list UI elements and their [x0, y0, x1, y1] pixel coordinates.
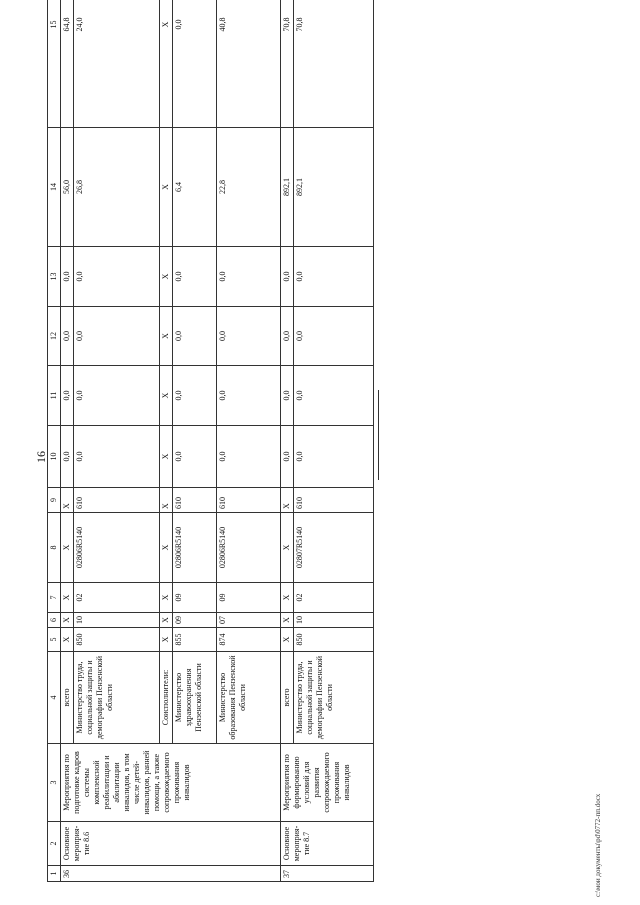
cell-value: 0,0: [217, 307, 281, 366]
header-cell: 2: [48, 822, 61, 866]
executor: Соисполнители:: [160, 652, 173, 744]
cell-value: 0,0: [61, 307, 74, 366]
cell-value: 0,0: [61, 366, 74, 426]
cell-pr: 09: [173, 583, 217, 613]
cell-vr: X: [160, 488, 173, 513]
cell-vr: 610: [173, 488, 217, 513]
header-cell: 7: [48, 583, 61, 613]
cell-value: 0,0: [74, 426, 160, 488]
table-row: [61, 0, 74, 882]
separator-line: [378, 390, 379, 480]
executor: Министерство труда, социальной защиты и демографии Пензенской области: [294, 652, 374, 744]
cell-pr: X: [160, 583, 173, 613]
cell-value: 0,0: [61, 247, 74, 307]
header-cell: 9: [48, 488, 61, 513]
header-cell: 1: [48, 866, 61, 882]
cell-value: 892,1: [281, 128, 294, 247]
cell-value: X: [160, 366, 173, 426]
executor: всего: [61, 652, 74, 744]
cell-value: 0,0: [281, 426, 294, 488]
activity-type: Основное мероприя-тие 8.7: [281, 822, 374, 866]
cell-value: 0,0: [294, 247, 374, 307]
cell-rz: 10: [74, 613, 160, 628]
cell-rz: X: [281, 613, 294, 628]
cell-value: X: [160, 128, 173, 247]
executor: Министерство здравоохранения Пензенской области: [173, 652, 217, 744]
cell-value: 0,0: [294, 366, 374, 426]
cell-rz: X: [160, 613, 173, 628]
page-number: 16: [34, 451, 48, 463]
cell-value: 40,8: [217, 0, 281, 128]
cell-csr: 02807R5140: [294, 513, 374, 583]
cell-value: 0,0: [173, 307, 217, 366]
cell-value: 0,0: [217, 366, 281, 426]
cell-csr: 02806R5140: [74, 513, 160, 583]
cell-vr: 610: [294, 488, 374, 513]
cell-grbs: 855: [173, 628, 217, 652]
cell-value: 0,0: [74, 366, 160, 426]
cell-pr: 09: [217, 583, 281, 613]
cell-value: 0,0: [281, 307, 294, 366]
cell-value: 6,4: [173, 128, 217, 247]
executor: Министерство образования Пензенской области: [217, 652, 281, 744]
header-cell: 6: [48, 613, 61, 628]
activity-name: Мероприятия по подготовке кадров системы комплексной реабилитации и абилитации инвалидов, в том числе детей-инвалидов, ранней помощи, а также сопровождаемого проживания инвалидов: [61, 744, 281, 822]
cell-pr: X: [281, 583, 294, 613]
cell-value: 0,0: [294, 426, 374, 488]
cell-grbs: 850: [294, 628, 374, 652]
header-cell: 12: [48, 307, 61, 366]
cell-value: 0,0: [173, 247, 217, 307]
cell-value: 892,1: [294, 128, 374, 247]
cell-vr: 610: [217, 488, 281, 513]
activity-type: Основное мероприя-тие 8.6: [61, 822, 281, 866]
cell-value: 0,0: [281, 366, 294, 426]
cell-rz: 09: [173, 613, 217, 628]
cell-value: 0,0: [173, 0, 217, 128]
cell-value: 24,0: [74, 0, 160, 128]
cell-rz: 07: [217, 613, 281, 628]
cell-value: 56,0: [61, 128, 74, 247]
cell-value: X: [160, 247, 173, 307]
cell-rz: 10: [294, 613, 374, 628]
cell-value: 0,0: [173, 426, 217, 488]
header-cell: 4: [48, 652, 61, 744]
cell-value: 22,8: [217, 128, 281, 247]
cell-csr: X: [61, 513, 74, 583]
cell-value: X: [160, 426, 173, 488]
executor: всего: [281, 652, 294, 744]
cell-value: 0,0: [61, 426, 74, 488]
cell-value: 0,0: [217, 426, 281, 488]
cell-value: 0,0: [173, 366, 217, 426]
cell-value: 0,0: [294, 307, 374, 366]
table-row: [281, 0, 294, 882]
cell-value: 70,8: [294, 0, 374, 128]
cell-vr: 610: [74, 488, 160, 513]
cell-vr: X: [61, 488, 74, 513]
cell-csr: X: [160, 513, 173, 583]
cell-value: 26,8: [74, 128, 160, 247]
row-number: 37: [281, 866, 374, 882]
cell-value: 0,0: [74, 247, 160, 307]
header-cell: 14: [48, 128, 61, 247]
cell-value: 0,0: [281, 247, 294, 307]
activity-name: Мероприятия по формированию условий для развития сопровождаемого проживания инвалидов: [281, 744, 374, 822]
header-cell: 3: [48, 744, 61, 822]
cell-csr: 02806R5140: [173, 513, 217, 583]
header-cell: 15: [48, 0, 61, 128]
header-cell: 5: [48, 628, 61, 652]
cell-value: 64,8: [61, 0, 74, 128]
cell-pr: 02: [294, 583, 374, 613]
cell-value: X: [160, 307, 173, 366]
cell-value: 0,0: [74, 307, 160, 366]
cell-grbs: X: [281, 628, 294, 652]
cell-csr: 02806R5140: [217, 513, 281, 583]
header-row: [48, 0, 61, 882]
cell-vr: X: [281, 488, 294, 513]
cell-value: 0,0: [217, 247, 281, 307]
header-cell: 11: [48, 366, 61, 426]
row-number: 36: [61, 866, 281, 882]
cell-grbs: X: [160, 628, 173, 652]
header-cell: 8: [48, 513, 61, 583]
program-table: [47, 0, 374, 882]
cell-pr: 02: [74, 583, 160, 613]
cell-grbs: 874: [217, 628, 281, 652]
cell-value: 70,8: [281, 0, 294, 128]
cell-value: X: [160, 0, 173, 128]
cell-grbs: 850: [74, 628, 160, 652]
cell-csr: X: [281, 513, 294, 583]
footer-path: c:\мои документы\pd\0772-пп.docx: [594, 793, 602, 897]
header-cell: 10: [48, 426, 61, 488]
header-cell: 13: [48, 247, 61, 307]
cell-rz: X: [61, 613, 74, 628]
executor: Министерство труда, социальной защиты и демографии Пензенской области: [74, 652, 160, 744]
cell-grbs: X: [61, 628, 74, 652]
cell-pr: X: [61, 583, 74, 613]
